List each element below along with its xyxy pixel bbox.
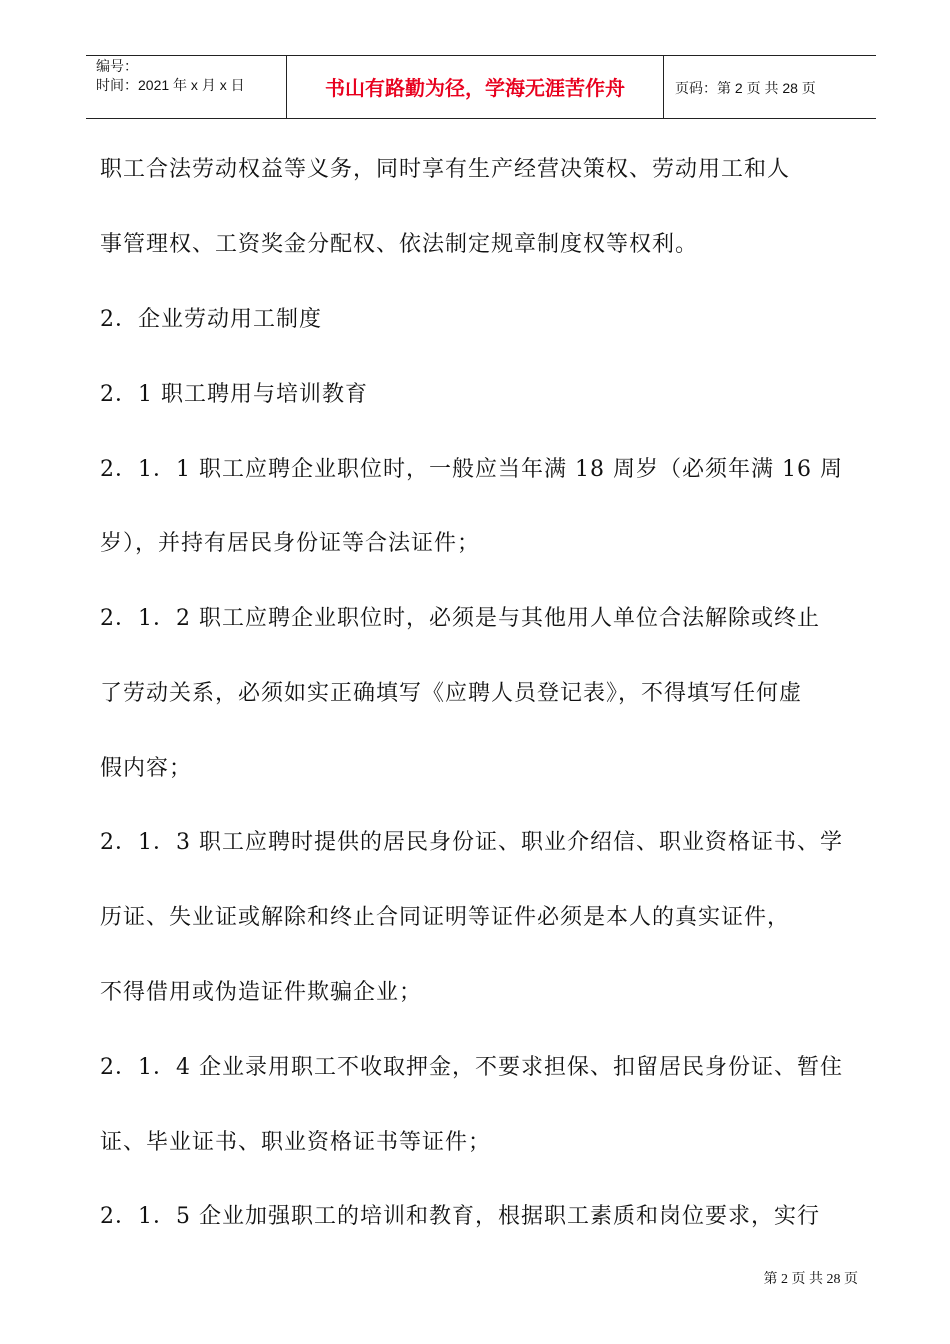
page-header — [86, 55, 876, 119]
section-heading: 2．企业劳动用工制度 — [100, 307, 322, 332]
body-line: 2．1．1 职工应聘企业职位时，一般应当年满 18 周岁（必须年满 16 周 — [100, 457, 843, 482]
body-line: 岁），并持有居民身份证等合法证件； — [100, 531, 481, 556]
header-meta — [86, 56, 286, 118]
body-line: 2．1．2 职工应聘企业职位时，必须是与其他用人单位合法解除或终止 — [100, 606, 820, 631]
header-page-number: 页码：第 2 页 共 28 页 — [675, 80, 816, 96]
body-line: 2．1．5 企业加强职工的培训和教育，根据职工素质和岗位要求，实行 — [100, 1204, 820, 1229]
document-time-label: 时间：2021 年 x 月 x 日 — [96, 77, 245, 93]
body-line: 不得借用或伪造证件欺骗企业； — [100, 980, 423, 1005]
header-motto-cell — [286, 56, 664, 118]
document-number-label: 编号： — [96, 58, 138, 74]
body-line: 职工合法劳动权益等义务，同时享有生产经营决策权、劳动用工和人 — [100, 157, 791, 182]
body-line: 假内容； — [100, 756, 193, 781]
subsection-heading: 2．1 职工聘用与培训教育 — [100, 382, 368, 407]
header-page-cell — [663, 56, 876, 118]
body-line: 事管理权、工资奖金分配权、依法制定规章制度权等权利。 — [100, 232, 699, 257]
body-line: 2．1．4 企业录用职工不收取押金，不要求担保、扣留居民身份证、暂住 — [100, 1055, 843, 1080]
header-motto: 书山有路勤为径，学海无涯苦作舟 — [325, 76, 625, 100]
body-line: 了劳动关系，必须如实正确填写《应聘人员登记表》，不得填写任何虚 — [100, 681, 803, 706]
body-line: 证、毕业证书、职业资格证书等证件； — [100, 1130, 492, 1155]
body-line: 2．1．3 职工应聘时提供的居民身份证、职业介绍信、职业资格证书、学 — [100, 830, 843, 855]
page-footer: 第 2 页 共 28 页 — [763, 1272, 858, 1287]
body-line: 历证、失业证或解除和终止合同证明等证件必须是本人的真实证件， — [100, 905, 791, 930]
